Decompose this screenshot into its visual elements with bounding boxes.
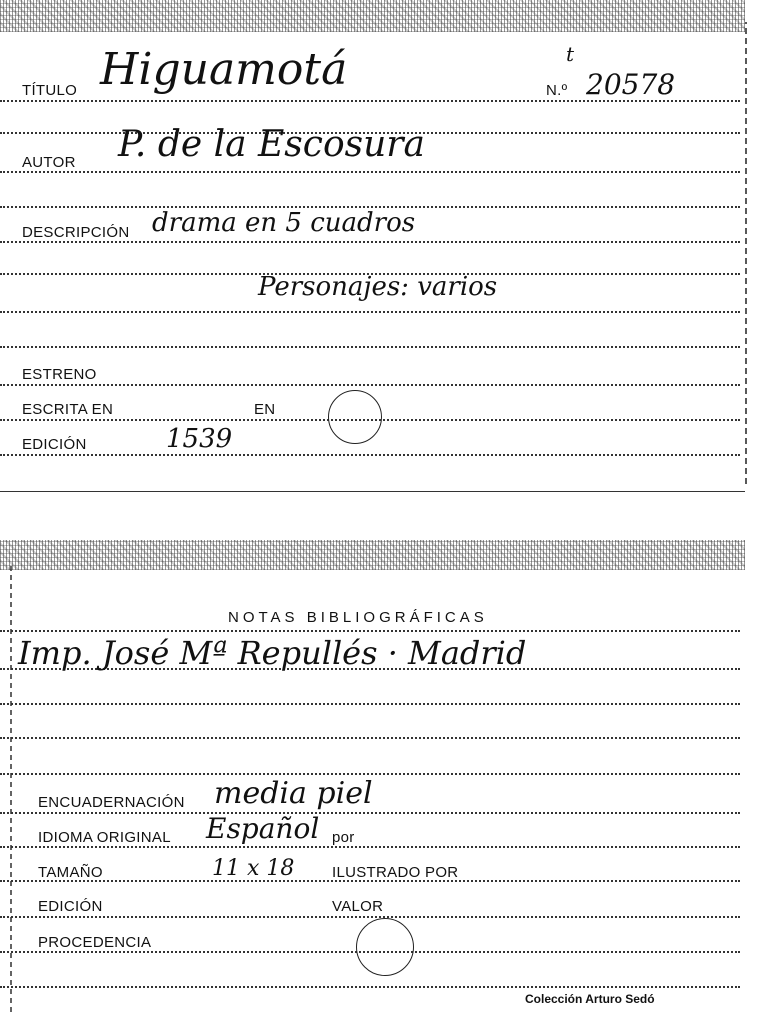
premiere-label: ESTRENO: [22, 366, 97, 383]
number-label: N.º: [546, 82, 568, 99]
card-edge-left: [10, 566, 12, 1012]
rule-line: [0, 630, 740, 632]
rule-line: [0, 703, 740, 705]
edition-label-bottom: EDICIÓN: [38, 898, 103, 915]
illustrated-by-label: ILUSTRADO POR: [332, 864, 459, 881]
rule-line: [0, 384, 740, 386]
number-mark: t: [566, 42, 575, 66]
stamp-circle: [328, 390, 382, 444]
size-label: TAMAÑO: [38, 864, 103, 881]
rule-line: [0, 846, 740, 848]
original-language-label: IDIOMA ORIGINAL: [38, 829, 171, 846]
rule-line: [0, 812, 740, 814]
number-value: 20578: [586, 68, 676, 101]
title-label: TÍTULO: [22, 82, 78, 99]
provenance-label: PROCEDENCIA: [38, 934, 152, 951]
author-label: AUTOR: [22, 154, 76, 171]
rule-line: [0, 986, 740, 988]
characters-value: Personajes: varios: [258, 272, 498, 302]
card-edge-right: [745, 22, 747, 484]
rule-line: [0, 171, 740, 173]
written-in-label: ESCRITA EN: [22, 401, 114, 418]
stamp-circle-bottom: [356, 918, 414, 976]
original-language-value: Español: [206, 812, 320, 845]
card-separator: [0, 491, 745, 492]
description-value: drama en 5 cuadros: [152, 208, 416, 238]
rule-line: [0, 241, 740, 243]
rule-line: [0, 773, 740, 775]
title-value: Higuamotá: [100, 44, 348, 95]
binding-label: ENCUADERNACIÓN: [38, 794, 185, 811]
author-value: P. de la Escosura: [118, 124, 425, 165]
edition-label: EDICIÓN: [22, 436, 87, 453]
collection-footer: Colección Arturo Sedó: [525, 992, 655, 1006]
scan-noise-top: [0, 0, 745, 32]
description-label: DESCRIPCIÓN: [22, 224, 130, 241]
translated-by-label: por: [332, 829, 355, 846]
rule-line: [0, 916, 740, 918]
rule-line: [0, 737, 740, 739]
rule-line: [0, 454, 740, 456]
rule-line: [0, 311, 740, 313]
edition-value: 1539: [166, 424, 233, 454]
printer-note: Imp. José Mª Repullés · Madrid: [18, 634, 527, 672]
bibliographic-notes-heading: NOTAS BIBLIOGRÁFICAS: [228, 609, 488, 626]
scan-noise-bottom: [0, 540, 745, 570]
rule-line: [0, 346, 740, 348]
value-label: VALOR: [332, 898, 384, 915]
en-label: EN: [254, 401, 276, 418]
binding-value: media piel: [214, 776, 373, 811]
size-value: 11 x 18: [212, 856, 295, 881]
